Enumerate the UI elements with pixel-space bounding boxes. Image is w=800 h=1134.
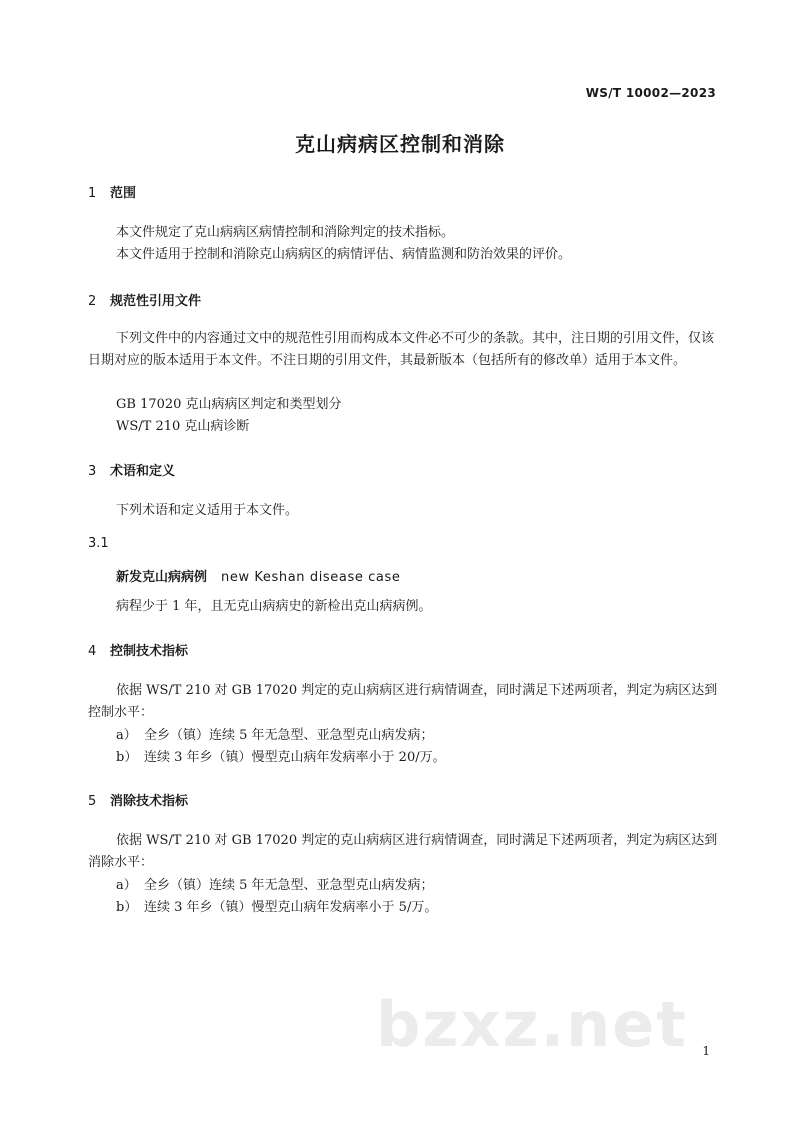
subclause-number: 3.1: [88, 536, 109, 551]
watermark: bzxz.net: [376, 988, 688, 1061]
list-marker: a）: [116, 728, 137, 743]
standard-code: WS/T 10002—2023: [585, 86, 716, 100]
section-4-heading: [88, 640, 188, 659]
list-item: [116, 724, 434, 743]
list-text: 连续 3 年乡（镇）慢型克山病年发病率小于 5/万。: [144, 900, 438, 915]
paragraph: 本文件规定了克山病病区病情控制和消除判定的技术指标。: [116, 225, 455, 240]
section-number: 5: [88, 794, 97, 809]
list-item: [116, 896, 437, 915]
paragraph: 下列术语和定义适用于本文件。: [116, 503, 299, 518]
section-title: 消除技术指标: [110, 794, 189, 809]
document-title: 克山病病区控制和消除: [295, 132, 505, 156]
term-definition: 病程少于 1 年，且无克山病病史的新检出克山病病例。: [116, 599, 432, 614]
list-text: 全乡（镇）连续 5 年无急型、亚急型克山病发病；: [144, 728, 434, 743]
section-number: 4: [88, 644, 97, 659]
paragraph: 依据 WS/T 210 对 GB 17020 判定的克山病病区进行病情调查，同时满足下述两项者，判定为病区达到控制水平：: [88, 683, 718, 720]
section-number: 2: [88, 294, 97, 309]
paragraph: 下列文件中的内容通过文中的规范性引用而构成本文件必不可少的条款。其中，注日期的引用文件，仅该日期对应的版本适用于本文件。不注日期的引用文件，其最新版本（包括所有的修改单）适用于本文件。: [88, 331, 715, 368]
section-number: 3: [88, 464, 97, 479]
paragraph: 依据 WS/T 210 对 GB 17020 判定的克山病病区进行病情调查，同时满足下述两项者，判定为病区达到消除水平：: [88, 833, 718, 870]
normative-reference: GB 17020 克山病病区判定和类型划分: [116, 397, 342, 412]
section-1-heading: [88, 182, 136, 201]
section-title: 规范性引用文件: [110, 294, 202, 309]
term-entry: [116, 566, 400, 585]
paragraph: 本文件适用于控制和消除克山病病区的病情评估、病情监测和防治效果的评价。: [116, 247, 572, 262]
section-title: 控制技术指标: [110, 644, 189, 659]
term-english: new Keshan disease case: [221, 570, 401, 585]
normative-reference: WS/T 210 克山病诊断: [116, 419, 250, 434]
list-marker: b）: [116, 900, 138, 915]
section-title: 术语和定义: [110, 464, 176, 479]
section-3-heading: [88, 460, 175, 479]
section-2-heading: [88, 290, 201, 309]
list-marker: a）: [116, 878, 137, 893]
section-title: 范围: [110, 186, 137, 201]
list-marker: b）: [116, 750, 138, 765]
section-5-heading: [88, 790, 188, 809]
list-item: [116, 746, 446, 765]
page-number: 1: [702, 1044, 710, 1058]
list-text: 连续 3 年乡（镇）慢型克山病年发病率小于 20/万。: [144, 750, 446, 765]
section-number: 1: [88, 186, 97, 201]
list-item: [116, 874, 434, 893]
term-chinese: 新发克山病病例: [116, 570, 208, 585]
list-text: 全乡（镇）连续 5 年无急型、亚急型克山病发病；: [144, 878, 434, 893]
